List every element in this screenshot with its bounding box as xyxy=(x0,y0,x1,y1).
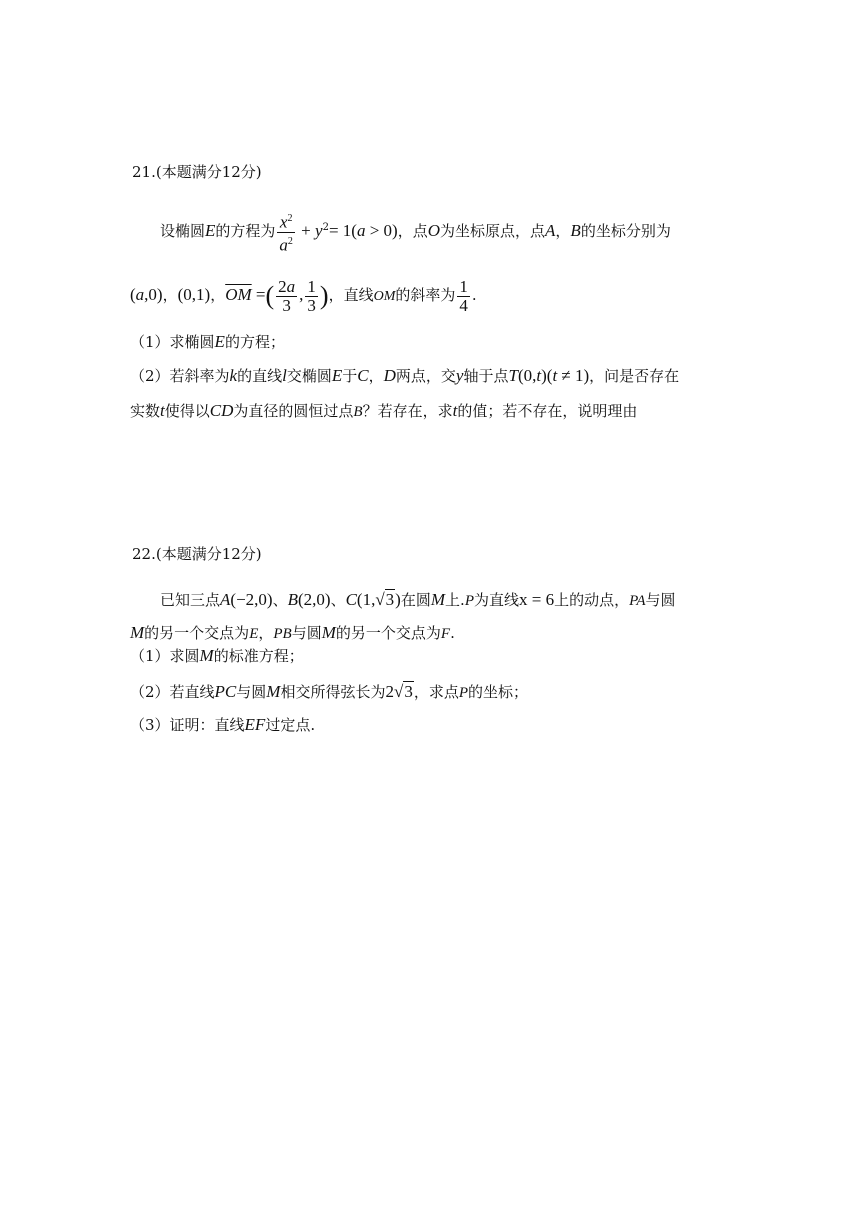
fraction-1-4: $\frac{1}{4}$ xyxy=(459,276,468,315)
q22-part-2: （2）若直线PC与圆M相交所得弦长为2√3，求点P的坐标； xyxy=(130,682,529,701)
q21-line-2: (a,0)，(0,1)，$\overline{OM}$ =( $\frac{2a}{3}$ , $\frac{1}{3}$ )，直线OM的斜率为 $\frac{1}{4}$ . xyxy=(130,276,477,315)
fraction-2a-3: $\frac{2a}{3}$ xyxy=(278,276,296,315)
q21-header: 21.(本题满分12分) xyxy=(132,163,262,181)
q22-part-1: （1）求圆M的标准方程； xyxy=(130,646,304,665)
q21-line-1: 设椭圆E的方程为 $\frac{x^2}{a^2}$ + $y^2= 1(a > 0)$，点O为坐标原点，点A，B的坐标分别为 xyxy=(160,210,671,254)
q21-part-1: （1）求椭圆E的方程； xyxy=(130,332,285,351)
q22-part-3: （3）证明：直线EF过定点. xyxy=(130,715,316,734)
fraction-1-3: $\frac{1}{3}$ xyxy=(307,276,316,315)
q21-part-2: （2）若斜率为k的直线l交椭圆E于C，D两点，交y轴于点T(0,t)(t ≠ 1)，问是否存在 xyxy=(130,366,680,385)
q22-line-2: M的另一个交点为E，PB与圆M的另一个交点为F. xyxy=(130,623,455,642)
q22-line-1: 已知三点A(−2,0)、B(2,0)、C(1,√3)在圆M上.P为直线x = 6上的动点，PA与圆 xyxy=(160,590,676,609)
q22-header: 22.(本题满分12分) xyxy=(132,545,262,563)
q21-part-2-cont: 实数t使得以CD为直径的圆恒过点B？若存在，求t的值；若不存在，说明理由 xyxy=(130,401,638,420)
fraction-x2-a2: $\frac{x^2}{a^2}$ xyxy=(277,210,295,254)
